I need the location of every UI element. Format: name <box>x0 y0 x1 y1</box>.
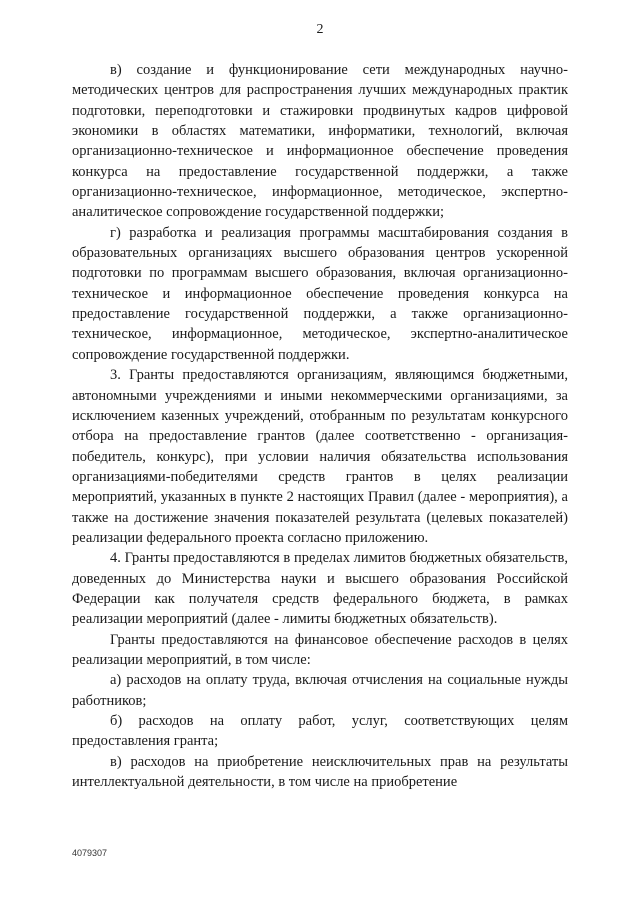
paragraph-grants-expenses-intro: Гранты предоставляются на финансовое обеспечение расходов в целях реализации мероприятий, в том числе: <box>72 631 568 668</box>
paragraph-a-labor-costs: а) расходов на оплату труда, включая отчисления на социальные нужды работников; <box>72 672 568 709</box>
document-code: 4079307 <box>72 848 108 858</box>
document-body <box>72 60 568 792</box>
paragraph-g-program: г) разработка и реализация программы масштабирования создания в образовательных организациях высшего образования центров ускоренной подготовки по программам высшего образования, включая организационно-техническое и информационное обеспечение проведения конкурса на предоставление государственной поддержки, а также организационно-техническое, информационное, методическое, экспертно-аналитическое сопровождение государственной поддержки. <box>72 224 568 363</box>
paragraph-v-ip-rights: в) расходов на приобретение неисключительных прав на результаты интеллектуальной деятельности, в том числе на приобретение <box>72 753 568 791</box>
paragraph-4-grants-limits: 4. Гранты предоставляются в пределах лимитов бюджетных обязательств, доведенных до Министерства науки и высшего образования Российской Федерации как получателя средств федерального бюджета, в рамках реализации мероприятий (далее - лимиты бюджетных обязательств). <box>72 550 568 628</box>
paragraph-b-works-services: б) расходов на оплату работ, услуг, соответствующих целям предоставления гранта; <box>72 713 568 750</box>
page-number: 2 <box>316 22 324 37</box>
paragraph-3-grants-recipients: 3. Гранты предоставляются организациям, являющимся бюджетными, автономными учреждениями и иными некоммерческими организациями, за исключением казенных учреждений, отобранным по результатам конкурсного отбора на предоставление грантов (далее соответственно - организация-победитель, конкурс), при условии наличия обязательства использования организациями-победителями средств грантов в целях реализации мероприятий, указанных в пункте 2 настоящих Правил (далее - мероприятия), а также на достижение значения показателей результата (целевых показателей) реализации федерального проекта согласно приложению. <box>72 367 568 546</box>
paragraph-v-centers: в) создание и функционирование сети международных научно-методических центров для распространения лучших международных практик подготовки, переподготовки и стажировки продвинутых кадров цифровой экономики в областях математики, информатики, технологий, включая организационно-техническое и информационное обеспечение проведения конкурса на предоставление государственной поддержки, а также организационно-техническое, информационное, методическое, экспертно-аналитическое сопровождение государственной поддержки; <box>72 62 568 221</box>
